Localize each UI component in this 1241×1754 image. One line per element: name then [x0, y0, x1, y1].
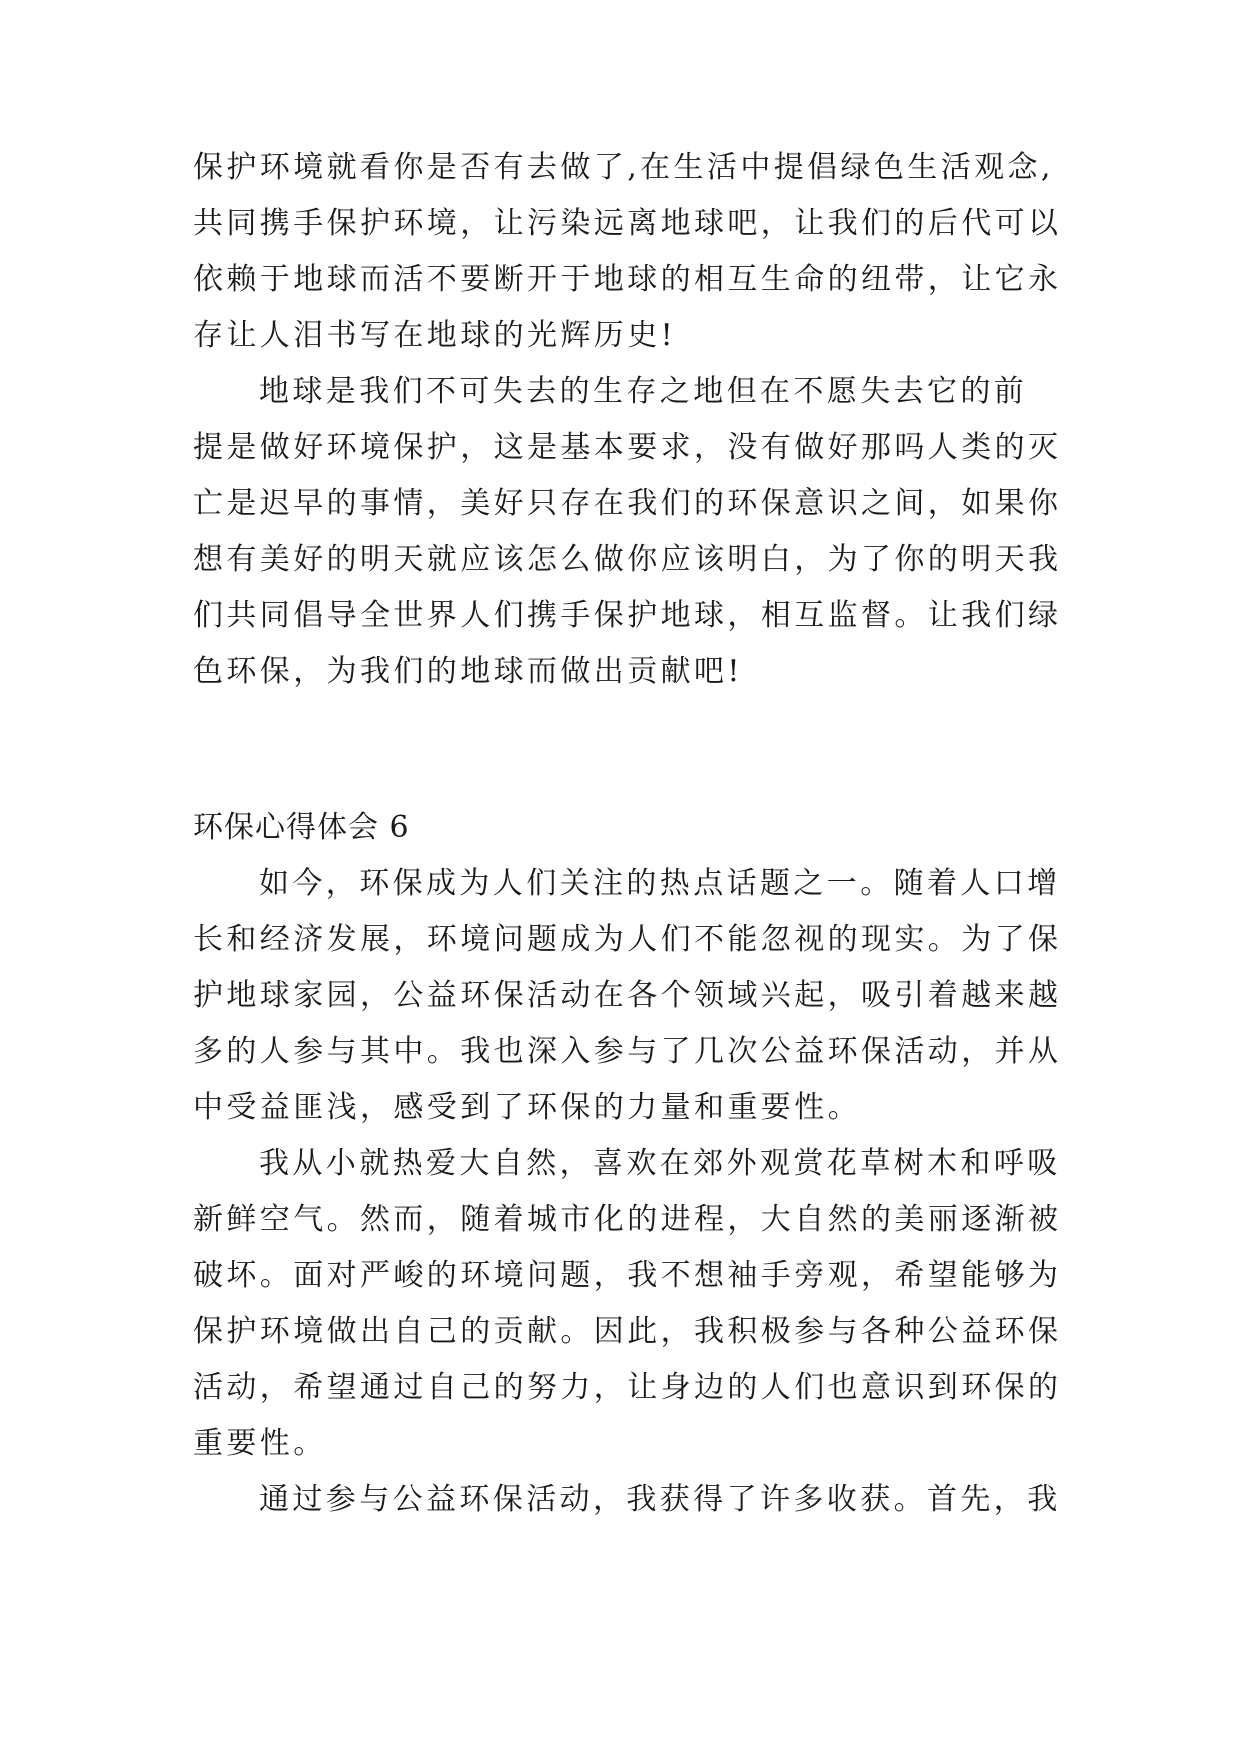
- text-line: 地球是我们不可失去的生存之地但在不愿失去它的前: [259, 374, 1028, 409]
- paragraph-3: [193, 856, 1062, 1136]
- paragraph-1: [193, 140, 1062, 364]
- text-line: 活动，希望通过自己的努力，让身边的人们也意识到环保的: [193, 1370, 1062, 1405]
- text-line: 如今，环保成为人们关注的热点话题之一。随着人口增: [259, 866, 1061, 901]
- text-line: 共同携手保护环境，让污染远离地球吧，让我们的后代可以: [193, 206, 1062, 241]
- text-line: 存让人泪书写在地球的光辉历史!: [193, 318, 677, 353]
- text-line: 亡是迟早的事情，美好只存在我们的环保意识之间，如果你: [193, 486, 1062, 521]
- text-line: 依赖于地球而活不要断开于地球的相互生命的纽带，让它永: [193, 262, 1062, 297]
- section-heading: 环保心得体会 6: [193, 810, 410, 845]
- text-line: 我从小就热爱大自然，喜欢在郊外观赏花草树木和呼吸: [259, 1146, 1061, 1181]
- text-line: 想有美好的明天就应该怎么做你应该明白，为了你的明天我: [193, 542, 1062, 577]
- paragraph-5: [193, 1472, 1061, 1528]
- text-line: 多的人参与其中。我也深入参与了几次公益环保活动，并从: [193, 1034, 1062, 1069]
- text-line: 色环保，为我们的地球而做出贡献吧!: [193, 654, 743, 689]
- paragraph-4: [193, 1136, 1062, 1472]
- text-line: 破坏。面对严峻的环境问题，我不想袖手旁观，希望能够为: [193, 1258, 1062, 1293]
- paragraph-2: [193, 364, 1062, 700]
- text-line: 们共同倡导全世界人们携手保护地球，相互监督。让我们绿: [193, 598, 1062, 633]
- text-line: 保护环境做出自己的贡献。因此，我积极参与各种公益环保: [193, 1314, 1062, 1349]
- text-line: 护地球家园，公益环保活动在各个领域兴起，吸引着越来越: [193, 978, 1062, 1013]
- text-line: 提是做好环境保护，这是基本要求，没有做好那吗人类的灭: [193, 430, 1062, 465]
- text-line: 新鲜空气。然而，随着城市化的进程，大自然的美丽逐渐被: [193, 1202, 1062, 1237]
- text-line: 中受益匪浅，感受到了环保的力量和重要性。: [193, 1090, 861, 1125]
- text-line: 保护环境就看你是否有去做了,在生活中提倡绿色生活观念,: [193, 150, 1054, 185]
- text-line: 重要性。: [193, 1426, 327, 1461]
- text-line: 通过参与公益环保活动，我获得了许多收获。首先，我: [259, 1482, 1061, 1517]
- text-line: 长和经济发展，环境问题成为人们不能忽视的现实。为了保: [193, 922, 1062, 957]
